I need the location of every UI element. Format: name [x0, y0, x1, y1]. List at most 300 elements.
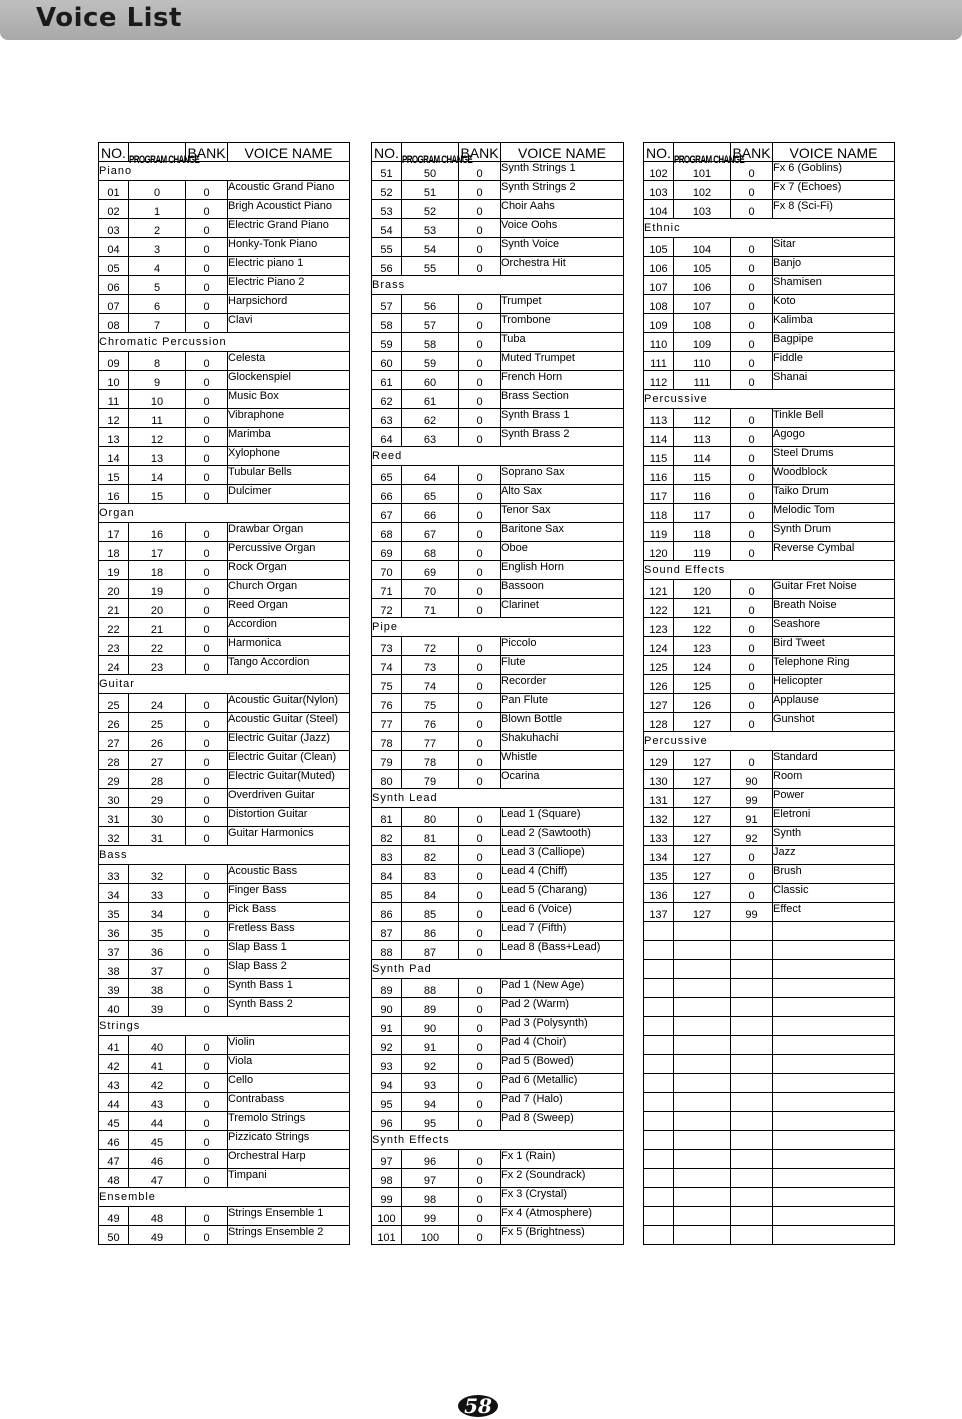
voice-name: Effect [773, 903, 895, 922]
voice-row [372, 656, 624, 675]
program-change-value: 32 [129, 865, 186, 884]
voice-number: 16 [99, 485, 129, 504]
program-change-value: 96 [402, 1150, 459, 1169]
voice-number: 100 [372, 1207, 402, 1226]
bank-value: 0 [186, 751, 228, 770]
voice-name: Clarinet [501, 599, 624, 618]
voice-number: 88 [372, 941, 402, 960]
bank-value: 0 [459, 238, 501, 257]
voice-name: Violin [228, 1036, 350, 1055]
voice-number: 131 [644, 789, 674, 808]
header-row [99, 143, 350, 162]
empty-row [644, 1150, 895, 1169]
empty-cell [731, 1017, 773, 1036]
empty-cell [644, 998, 674, 1017]
empty-cell [731, 1112, 773, 1131]
voice-number: 137 [644, 903, 674, 922]
voice-name: Synth Strings 1 [501, 162, 624, 181]
voice-name: Synth Brass 1 [501, 409, 624, 428]
voice-name: Piccolo [501, 637, 624, 656]
voice-name: Tango Accordion [228, 656, 350, 675]
bank-value: 0 [459, 409, 501, 428]
program-change-value: 99 [402, 1207, 459, 1226]
bank-value: 0 [731, 314, 773, 333]
bank-value: 0 [186, 713, 228, 732]
voice-number: 01 [99, 181, 129, 200]
empty-row [644, 1226, 895, 1245]
program-change-value: 24 [129, 694, 186, 713]
voice-number: 75 [372, 675, 402, 694]
program-change-value: 36 [129, 941, 186, 960]
category-label: Reed [372, 447, 624, 466]
program-change-value: 44 [129, 1112, 186, 1131]
voice-row [372, 181, 624, 200]
bank-value: 0 [186, 314, 228, 333]
voice-name: Baritone Sax [501, 523, 624, 542]
voice-number: 20 [99, 580, 129, 599]
empty-cell [773, 1036, 895, 1055]
bank-value: 0 [731, 884, 773, 903]
empty-cell [731, 1131, 773, 1150]
voice-name: Telephone Ring [773, 656, 895, 675]
program-change-value: 30 [129, 808, 186, 827]
voice-row [99, 732, 350, 751]
empty-cell [644, 1017, 674, 1036]
voice-name: Pad 1 (New Age) [501, 979, 624, 998]
bank-value: 0 [731, 181, 773, 200]
voice-name: Woodblock [773, 466, 895, 485]
program-change-value: 119 [674, 542, 731, 561]
bank-value: 0 [459, 998, 501, 1017]
empty-cell [644, 1093, 674, 1112]
voice-row [644, 428, 895, 447]
program-change-value: 113 [674, 428, 731, 447]
program-change-value: 127 [674, 713, 731, 732]
voice-row [644, 713, 895, 732]
voice-row [644, 580, 895, 599]
voice-row [644, 333, 895, 352]
voice-number: 13 [99, 428, 129, 447]
program-change-value: 50 [402, 162, 459, 181]
category-label: Brass [372, 276, 624, 295]
bank-value: 99 [731, 903, 773, 922]
bank-value: 0 [731, 656, 773, 675]
voice-row [372, 675, 624, 694]
voice-name: Rock Organ [228, 561, 350, 580]
program-change-value: 31 [129, 827, 186, 846]
empty-cell [644, 1169, 674, 1188]
voice-number: 69 [372, 542, 402, 561]
empty-cell [644, 979, 674, 998]
voice-row [644, 295, 895, 314]
voice-number: 15 [99, 466, 129, 485]
program-change-value: 61 [402, 390, 459, 409]
voice-name: Fx 4 (Atmosphere) [501, 1207, 624, 1226]
voice-name: Orchestral Harp [228, 1150, 350, 1169]
voice-name: Tremolo Strings [228, 1112, 350, 1131]
voice-number: 110 [644, 333, 674, 352]
program-change-value: 33 [129, 884, 186, 903]
voice-row [99, 789, 350, 808]
bank-value: 0 [186, 618, 228, 637]
voice-number: 93 [372, 1055, 402, 1074]
program-change-value: 67 [402, 523, 459, 542]
bank-value: 0 [459, 542, 501, 561]
voice-row [372, 1150, 624, 1169]
bank-value: 0 [731, 371, 773, 390]
empty-cell [731, 1188, 773, 1207]
bank-value: 0 [459, 1188, 501, 1207]
voice-row [99, 580, 350, 599]
voice-number: 37 [99, 941, 129, 960]
voice-row [99, 1169, 350, 1188]
empty-cell [674, 941, 731, 960]
voice-row [99, 523, 350, 542]
voice-row [644, 352, 895, 371]
voice-name: Tubular Bells [228, 466, 350, 485]
voice-row [99, 903, 350, 922]
voice-name: Vibraphone [228, 409, 350, 428]
voice-name: Glockenspiel [228, 371, 350, 390]
voice-name: Pan Flute [501, 694, 624, 713]
empty-cell [674, 1207, 731, 1226]
voice-name: Distortion Guitar [228, 808, 350, 827]
voice-name: Brass Section [501, 390, 624, 409]
program-change-value: 13 [129, 447, 186, 466]
voice-number: 92 [372, 1036, 402, 1055]
program-change-value: 100 [402, 1226, 459, 1245]
category-label: Chromatic Percussion [99, 333, 350, 352]
empty-cell [773, 1017, 895, 1036]
program-change-value: 26 [129, 732, 186, 751]
voice-row [99, 485, 350, 504]
bank-value: 0 [731, 523, 773, 542]
category-label: Guitar [99, 675, 350, 694]
bank-value: 0 [186, 732, 228, 751]
voice-name: Eletroni [773, 808, 895, 827]
bank-value: 0 [186, 1226, 228, 1245]
program-change-value: 23 [129, 656, 186, 675]
voice-row [644, 827, 895, 846]
voice-name: English Horn [501, 561, 624, 580]
program-change-value: 126 [674, 694, 731, 713]
voice-row [99, 1131, 350, 1150]
voice-row [99, 390, 350, 409]
program-change-value: 45 [129, 1131, 186, 1150]
bank-value: 0 [459, 333, 501, 352]
voice-name: Reverse Cymbal [773, 542, 895, 561]
bank-value: 0 [186, 542, 228, 561]
voice-number: 99 [372, 1188, 402, 1207]
voice-row [99, 409, 350, 428]
voice-number: 05 [99, 257, 129, 276]
voice-number: 76 [372, 694, 402, 713]
bank-value: 0 [731, 599, 773, 618]
bank-value: 0 [186, 371, 228, 390]
voice-name: Standard [773, 751, 895, 770]
voice-number: 78 [372, 732, 402, 751]
voice-name: Bird Tweet [773, 637, 895, 656]
voice-row [99, 371, 350, 390]
empty-cell [674, 960, 731, 979]
voice-name: Tenor Sax [501, 504, 624, 523]
program-change-value: 79 [402, 770, 459, 789]
voice-number: 47 [99, 1150, 129, 1169]
empty-cell [731, 1150, 773, 1169]
bank-value: 0 [459, 257, 501, 276]
voice-row [99, 200, 350, 219]
bank-value: 0 [459, 523, 501, 542]
voice-row [372, 827, 624, 846]
bank-value: 0 [459, 1150, 501, 1169]
voice-number: 30 [99, 789, 129, 808]
category-label: Pipe [372, 618, 624, 637]
voice-name: Tinkle Bell [773, 409, 895, 428]
program-change-value: 118 [674, 523, 731, 542]
voice-name: Alto Sax [501, 485, 624, 504]
program-change-value: 127 [674, 808, 731, 827]
voice-name: Synth Brass 2 [501, 428, 624, 447]
empty-row [644, 1169, 895, 1188]
program-change-value: 73 [402, 656, 459, 675]
voice-name: Koto [773, 295, 895, 314]
voice-number: 50 [99, 1226, 129, 1245]
page-header [0, 0, 962, 40]
voice-row [372, 371, 624, 390]
empty-cell [674, 1036, 731, 1055]
program-change-value: 10 [129, 390, 186, 409]
voice-row [644, 675, 895, 694]
bank-value: 0 [459, 390, 501, 409]
program-change-value: 6 [129, 295, 186, 314]
header-bank: BANK [186, 143, 228, 162]
bank-value: 0 [186, 1112, 228, 1131]
voice-name: Reed Organ [228, 599, 350, 618]
empty-cell [644, 941, 674, 960]
program-change-value: 59 [402, 352, 459, 371]
voice-name: Timpani [228, 1169, 350, 1188]
bank-value: 92 [731, 827, 773, 846]
voice-number: 29 [99, 770, 129, 789]
voice-number: 46 [99, 1131, 129, 1150]
voice-row [99, 865, 350, 884]
voice-row [372, 200, 624, 219]
voice-number: 41 [99, 1036, 129, 1055]
bank-value: 0 [186, 352, 228, 371]
program-change-value: 11 [129, 409, 186, 428]
voice-number: 115 [644, 447, 674, 466]
empty-cell [773, 1150, 895, 1169]
voice-name: Lead 3 (Calliope) [501, 846, 624, 865]
bank-value: 0 [186, 295, 228, 314]
bank-value: 0 [186, 599, 228, 618]
bank-value: 0 [459, 295, 501, 314]
voice-number: 95 [372, 1093, 402, 1112]
empty-row [644, 1036, 895, 1055]
voice-number: 118 [644, 504, 674, 523]
voice-number: 57 [372, 295, 402, 314]
empty-row [644, 941, 895, 960]
empty-cell [674, 922, 731, 941]
voice-row [99, 770, 350, 789]
voice-row [99, 276, 350, 295]
voice-row [644, 542, 895, 561]
voice-number: 44 [99, 1093, 129, 1112]
voice-number: 117 [644, 485, 674, 504]
voice-number: 09 [99, 352, 129, 371]
voice-name: Fx 8 (Sci-Fi) [773, 200, 895, 219]
voice-number: 97 [372, 1150, 402, 1169]
program-change-value: 54 [402, 238, 459, 257]
bank-value: 99 [731, 789, 773, 808]
voice-name: Music Box [228, 390, 350, 409]
category-label: Organ [99, 504, 350, 523]
program-change-value: 94 [402, 1093, 459, 1112]
voice-row [372, 561, 624, 580]
voice-row [99, 1226, 350, 1245]
program-change-value: 124 [674, 656, 731, 675]
voice-row [644, 694, 895, 713]
voice-number: 74 [372, 656, 402, 675]
empty-cell [773, 1169, 895, 1188]
voice-number: 86 [372, 903, 402, 922]
voice-name: Brigh Acoustict Piano [228, 200, 350, 219]
bank-value: 0 [459, 1169, 501, 1188]
voice-name: Choir Aahs [501, 200, 624, 219]
voice-name: Viola [228, 1055, 350, 1074]
bank-value: 0 [731, 694, 773, 713]
bank-value: 0 [731, 865, 773, 884]
voice-row [372, 238, 624, 257]
voice-row [372, 732, 624, 751]
voice-number: 119 [644, 523, 674, 542]
category-row [372, 618, 624, 637]
bank-value: 0 [186, 960, 228, 979]
program-change-value: 123 [674, 637, 731, 656]
voice-name: Slap Bass 2 [228, 960, 350, 979]
voice-number: 40 [99, 998, 129, 1017]
program-change-value: 19 [129, 580, 186, 599]
voice-name: Fx 3 (Crystal) [501, 1188, 624, 1207]
program-change-value: 47 [129, 1169, 186, 1188]
program-change-value: 15 [129, 485, 186, 504]
program-change-value: 127 [674, 846, 731, 865]
voice-row [99, 618, 350, 637]
bank-value: 0 [186, 523, 228, 542]
empty-cell [674, 1150, 731, 1169]
program-change-value: 127 [674, 865, 731, 884]
voice-number: 89 [372, 979, 402, 998]
header-program-change: PROGRAM CHANGE [674, 139, 731, 166]
voice-table-1 [98, 142, 350, 1245]
category-row [99, 1188, 350, 1207]
voice-name: Lead 5 (Charang) [501, 884, 624, 903]
bank-value: 0 [459, 656, 501, 675]
empty-cell [674, 1188, 731, 1207]
voice-row [99, 1074, 350, 1093]
category-label: Bass [99, 846, 350, 865]
voice-row [99, 884, 350, 903]
bank-value: 0 [459, 1036, 501, 1055]
voice-row [372, 1226, 624, 1245]
voice-row [372, 523, 624, 542]
program-change-value: 60 [402, 371, 459, 390]
voice-name: Shanai [773, 371, 895, 390]
voice-row [644, 770, 895, 789]
voice-name: Fretless Bass [228, 922, 350, 941]
voice-row [644, 504, 895, 523]
program-change-value: 110 [674, 352, 731, 371]
program-change-value: 116 [674, 485, 731, 504]
program-change-value: 70 [402, 580, 459, 599]
voice-row [99, 257, 350, 276]
voice-row [99, 713, 350, 732]
program-change-value: 68 [402, 542, 459, 561]
empty-cell [731, 1169, 773, 1188]
voice-number: 22 [99, 618, 129, 637]
voice-row [644, 257, 895, 276]
voice-row [372, 485, 624, 504]
bank-value: 0 [186, 1150, 228, 1169]
empty-cell [674, 979, 731, 998]
program-change-value: 69 [402, 561, 459, 580]
header-row [372, 143, 624, 162]
bank-value: 0 [459, 1074, 501, 1093]
voice-row [99, 181, 350, 200]
voice-number: 49 [99, 1207, 129, 1226]
category-label: Synth Pad [372, 960, 624, 979]
voice-name: Shamisen [773, 276, 895, 295]
program-change-value: 46 [129, 1150, 186, 1169]
category-label: Ethnic [644, 219, 895, 238]
voice-name: Pad 8 (Sweep) [501, 1112, 624, 1131]
program-change-value: 43 [129, 1093, 186, 1112]
bank-value: 0 [459, 485, 501, 504]
empty-row [644, 960, 895, 979]
voice-row [372, 865, 624, 884]
voice-number: 113 [644, 409, 674, 428]
program-change-value: 102 [674, 181, 731, 200]
empty-cell [674, 1017, 731, 1036]
voice-name: Ocarina [501, 770, 624, 789]
voice-row [99, 599, 350, 618]
program-change-value: 90 [402, 1017, 459, 1036]
program-change-value: 53 [402, 219, 459, 238]
voice-number: 64 [372, 428, 402, 447]
voice-number: 12 [99, 409, 129, 428]
voice-name: Taiko Drum [773, 485, 895, 504]
voice-row [372, 504, 624, 523]
program-change-value: 125 [674, 675, 731, 694]
bank-value: 0 [459, 561, 501, 580]
bank-value: 0 [459, 884, 501, 903]
program-change-value: 0 [129, 181, 186, 200]
voice-name: Fx 2 (Soundrack) [501, 1169, 624, 1188]
voice-number: 72 [372, 599, 402, 618]
program-change-value: 92 [402, 1055, 459, 1074]
voice-number: 62 [372, 390, 402, 409]
empty-cell [731, 1036, 773, 1055]
voice-row [372, 314, 624, 333]
voice-number: 126 [644, 675, 674, 694]
voice-row [372, 637, 624, 656]
empty-cell [731, 1226, 773, 1245]
program-change-value: 29 [129, 789, 186, 808]
empty-cell [674, 1074, 731, 1093]
program-change-value: 93 [402, 1074, 459, 1093]
voice-name: Pad 3 (Polysynth) [501, 1017, 624, 1036]
voice-number: 55 [372, 238, 402, 257]
